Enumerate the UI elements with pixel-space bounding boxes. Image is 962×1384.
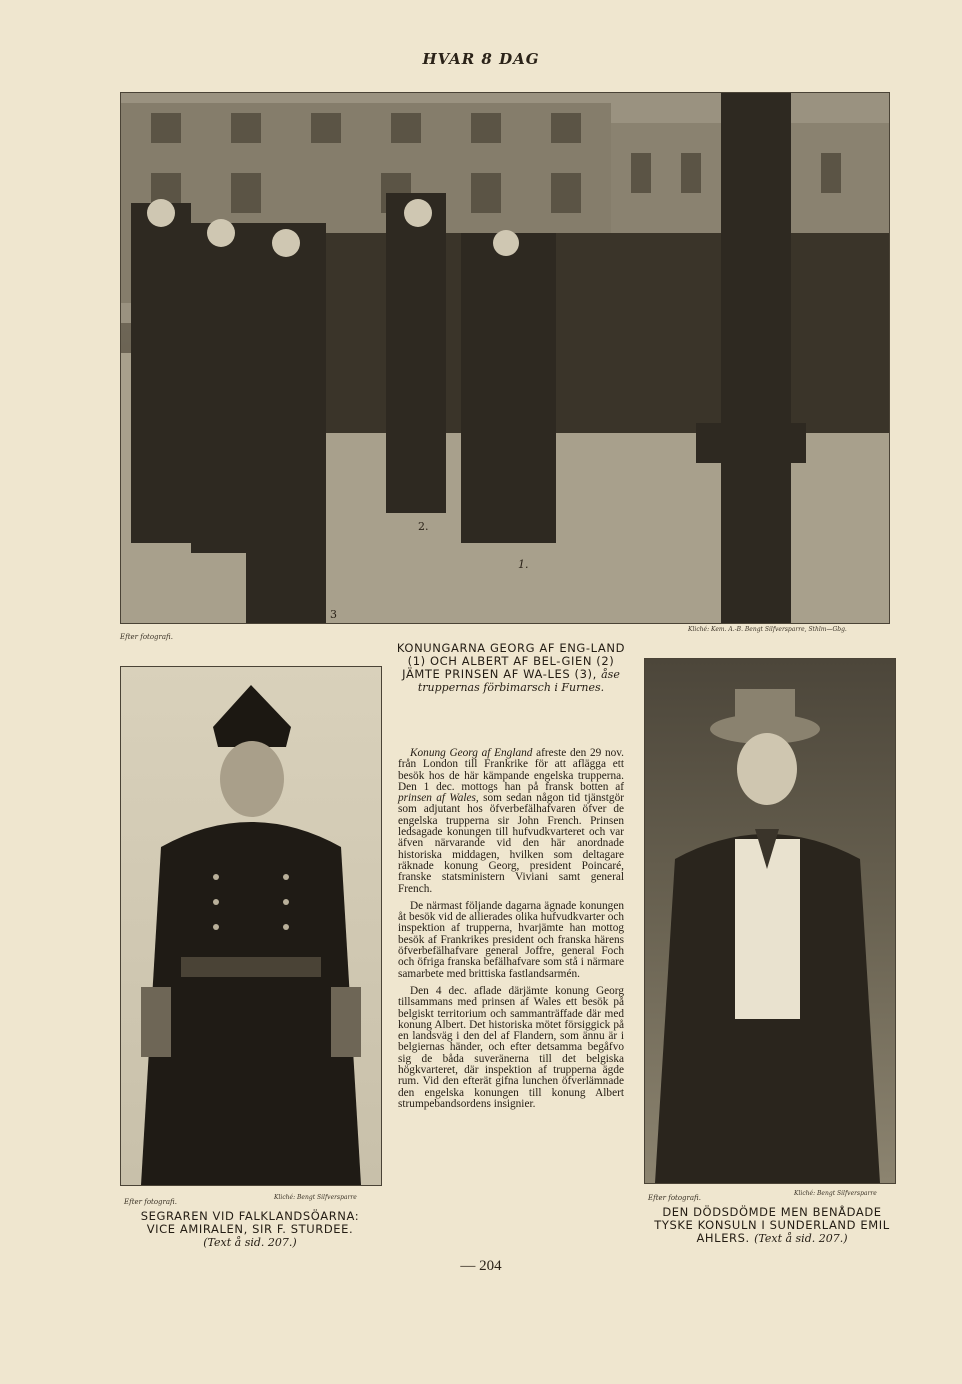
photo-marker-1: 1. bbox=[518, 558, 529, 571]
right-photo-credit-right: Kliché: Bengt Silfversparre bbox=[794, 1190, 877, 1197]
page-number: — 204 bbox=[460, 1258, 502, 1274]
photo-marker-3: 3 bbox=[330, 608, 337, 621]
consul-portrait bbox=[645, 659, 895, 1183]
article-p1-em: prinsen af Wales, bbox=[398, 792, 479, 805]
article-p1-b: som sedan någon tid tjänstgör som adjutant hos öfverbefälhafvaren öfver de engelska trupperna sir John French. Prinsen ledsagade konungen till hufvudkvarteret och var äfven närvarande vid den här anordnade historiska middagen, hvilken som deltagare räknade konung Georg, president Poincaré, franske statsministern Viviani samt general French. bbox=[398, 792, 624, 895]
right-portrait-photo bbox=[644, 658, 896, 1184]
article-paragraph-3: Den 4 dec. aflade därjämte konung Georg tillsammans med prinsen af Wales ett besök på belgiskt territorium och sammanträffade där med konung Albert. Det historiska mötet försiggick på en landsväg i den del af Flandern, som ännu är i belgiernas händer, och efter detsamma begåfvo sig de båda suveränerna till det belgiska högkvarteret, där inspektion af trupperna ägde rum. Vid den efterät gifna lunchen öfverlämnade den engelska konungen till konung Albert strumpebandsordens insignier. bbox=[398, 984, 624, 1110]
article-paragraph-1 bbox=[398, 748, 624, 895]
admiral-portrait bbox=[121, 667, 381, 1185]
left-caption-line1: SEGRAREN VID FALKLANDSÖARNA: bbox=[140, 1209, 360, 1223]
right-photo-credit-left: Efter fotografi. bbox=[648, 1194, 701, 1202]
right-caption-ref: (Text å sid. 207.) bbox=[754, 1232, 848, 1245]
article-paragraph-2: De närmast följande dagarna ägnade konungen åt besök vid de allierades olika hufvudkvarter och inspektion af trupperna, hvarjämte han mottog besök af Frankrikes president och franska härens öfverbefälhafvare general Joffre, general Foch och öfriga franska befälhafvare som stå i närmare samarbete med brittiska fastlandsarmén. bbox=[398, 899, 624, 980]
right-caption-line3: AHLERS. bbox=[696, 1231, 750, 1245]
top-caption-italic: åse truppernas förbimarsch i Furnes. bbox=[417, 668, 620, 694]
left-photo-credit-right: Kliché: Bengt Silfversparre bbox=[274, 1194, 357, 1201]
top-caption-upper: KONUNGARNA GEORG AF ENG-LAND (1) OCH ALBERT AF BEL-GIEN (2) JÄMTE PRINSEN AF WA-LES (3), bbox=[396, 641, 626, 681]
left-photo-credit-left: Efter fotografi. bbox=[124, 1198, 177, 1206]
left-caption-line2: VICE AMIRALEN, SIR F. STURDEE. bbox=[146, 1222, 354, 1236]
article-p1-a: afreste den 29 nov. från London till Frankrike för att aflägga ett besök hos de här kämpande engelska trupperna. Den 1 dec. mottogs han på fransk botten af bbox=[398, 747, 625, 793]
right-caption bbox=[636, 1206, 908, 1245]
top-caption bbox=[396, 642, 626, 694]
left-portrait-photo bbox=[120, 666, 382, 1186]
top-photo-credit-right: Kliché: Kem. A.-B. Bengt Silfversparre, Sthlm—Gbg. bbox=[688, 626, 847, 633]
photo-marker-2: 2. bbox=[418, 520, 429, 533]
article-lead: Konung Georg af England bbox=[410, 747, 533, 759]
left-caption bbox=[110, 1210, 390, 1249]
top-photo-credit-left: Efter fotografi. bbox=[120, 633, 173, 641]
top-photo-scene bbox=[121, 93, 889, 623]
left-caption-ref: (Text å sid. 207.) bbox=[203, 1236, 297, 1249]
article-body bbox=[398, 748, 624, 1116]
page-header: HVAR 8 DAG bbox=[422, 50, 540, 68]
right-caption-line2: TYSKE KONSULN I SUNDERLAND EMIL bbox=[654, 1218, 890, 1232]
right-caption-line1: DEN DÖDSDÖMDE MEN BENÅDADE bbox=[662, 1205, 882, 1219]
top-photograph bbox=[120, 92, 890, 624]
